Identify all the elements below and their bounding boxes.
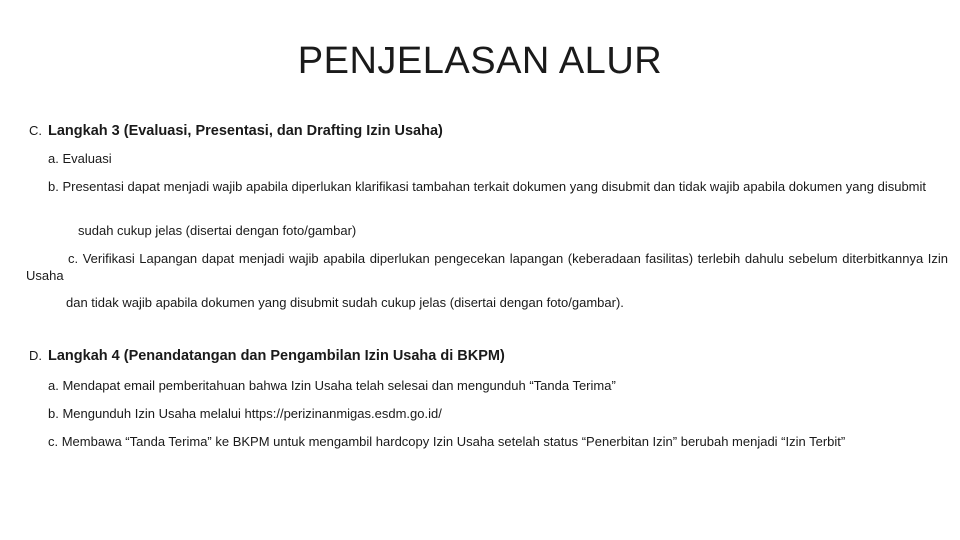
section-c-item-b-line2: sudah cukup jelas (disertai dengan foto/gambar) xyxy=(78,223,357,238)
section-c-item-c-line2: dan tidak wajib apabila dokumen yang disubmit sudah cukup jelas (disertai dengan foto/gambar). xyxy=(66,295,624,310)
page-title: PENJELASAN ALUR xyxy=(297,40,663,82)
section-d-item-b: b. Mengunduh Izin Usaha melalui https://perizinanmigas.esdm.go.id/ xyxy=(48,406,442,421)
section-c-title: Langkah 3 (Evaluasi, Presentasi, dan Drafting Izin Usaha) xyxy=(48,123,443,139)
section-d-heading xyxy=(29,347,505,365)
section-c-item-c-line1: c. Verifikasi Lapangan dapat menjadi wajib apabila diperlukan pengecekan lapangan (keberadaan fasilitas) terlebih dahulu sebelum diterbitkannya Izin Usaha xyxy=(26,251,948,283)
section-c-item-a: a. Evaluasi xyxy=(48,151,112,166)
section-d-item-a: a. Mendapat email pemberitahuan bahwa Izin Usaha telah selesai dan mengunduh “Tanda Terima” xyxy=(48,378,616,393)
section-d-title: Langkah 4 (Penandatangan dan Pengambilan Izin Usaha di BKPM) xyxy=(48,348,505,364)
section-d-label: D. xyxy=(29,348,42,363)
section-c-heading xyxy=(29,122,443,140)
section-d-item-c: c. Membawa “Tanda Terima” ke BKPM untuk mengambil hardcopy Izin Usaha setelah status “Penerbitan Izin” berubah menjadi “Izin Terbit” xyxy=(48,434,846,449)
section-c-item-b-line1: b. Presentasi dapat menjadi wajib apabila diperlukan klarifikasi tambahan terkait dokumen yang disubmit dan tidak wajib apabila dokumen yang disubmit xyxy=(48,179,927,194)
section-c-label: C. xyxy=(29,123,42,138)
